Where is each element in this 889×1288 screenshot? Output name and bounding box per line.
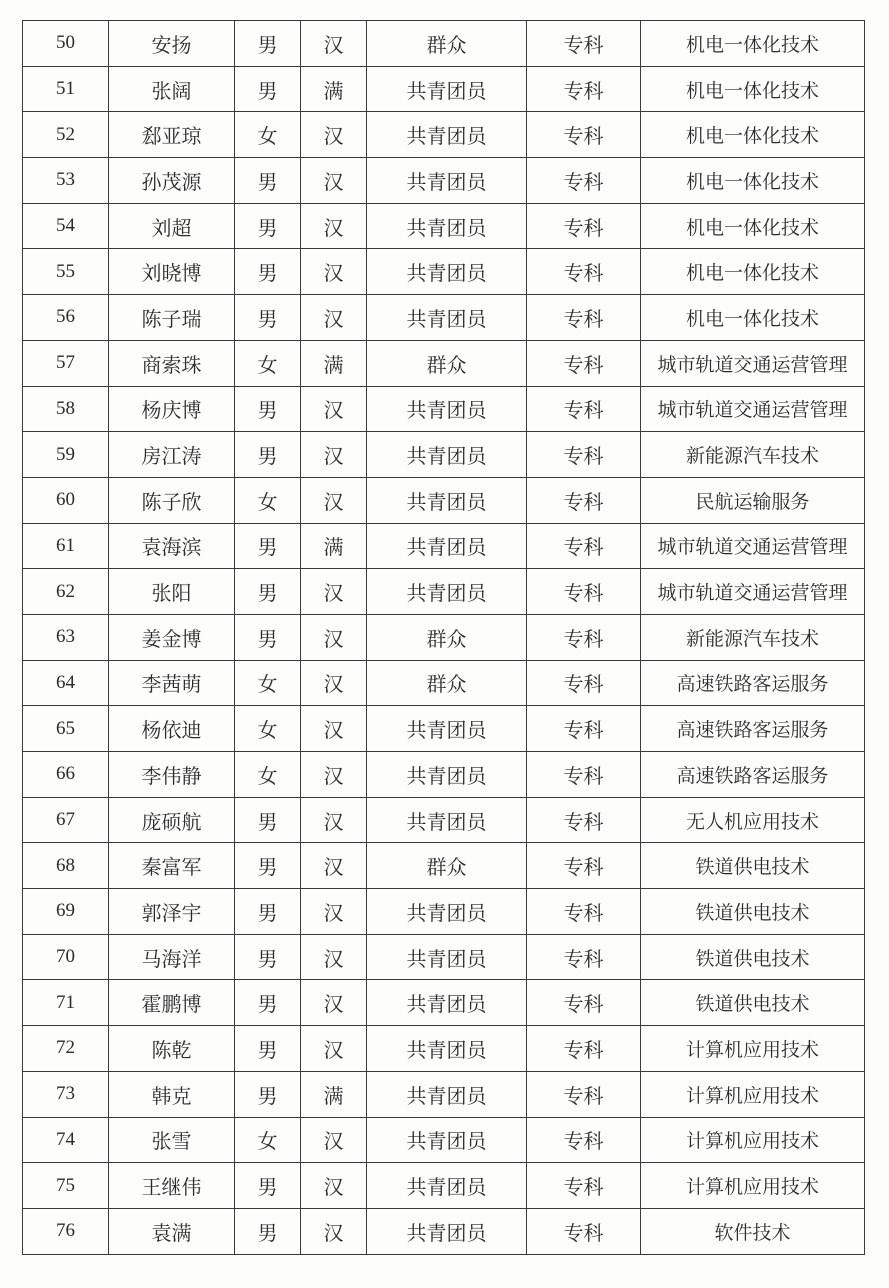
table-row	[23, 295, 865, 341]
table-row	[23, 203, 865, 249]
ethnicity-cell: 汉	[301, 477, 367, 523]
ethnicity-cell: 汉	[301, 889, 367, 935]
ethnicity-cell: 汉	[301, 980, 367, 1026]
major-cell: 计算机应用技术	[641, 1117, 865, 1163]
table-row	[23, 66, 865, 112]
row-number-cell: 58	[23, 386, 109, 432]
row-number-cell: 72	[23, 1026, 109, 1072]
gender-cell: 男	[235, 523, 301, 569]
major-cell: 机电一体化技术	[641, 21, 865, 67]
gender-cell: 男	[235, 1163, 301, 1209]
name-cell: 郭泽宇	[109, 889, 235, 935]
education-cell: 专科	[527, 432, 641, 478]
gender-cell: 男	[235, 843, 301, 889]
table-row	[23, 660, 865, 706]
ethnicity-cell: 汉	[301, 21, 367, 67]
table-row	[23, 432, 865, 478]
education-cell: 专科	[527, 660, 641, 706]
ethnicity-cell: 汉	[301, 1163, 367, 1209]
major-cell: 铁道供电技术	[641, 843, 865, 889]
political-status-cell: 共青团员	[367, 569, 527, 615]
table-row	[23, 112, 865, 158]
education-cell: 专科	[527, 1117, 641, 1163]
name-cell: 马海洋	[109, 934, 235, 980]
ethnicity-cell: 汉	[301, 295, 367, 341]
gender-cell: 女	[235, 340, 301, 386]
gender-cell: 男	[235, 1026, 301, 1072]
gender-cell: 女	[235, 660, 301, 706]
major-cell: 新能源汽车技术	[641, 432, 865, 478]
major-cell: 计算机应用技术	[641, 1163, 865, 1209]
table-row	[23, 249, 865, 295]
major-cell: 机电一体化技术	[641, 249, 865, 295]
row-number-cell: 66	[23, 752, 109, 798]
name-cell: 张阔	[109, 66, 235, 112]
major-cell: 高速铁路客运服务	[641, 660, 865, 706]
education-cell: 专科	[527, 797, 641, 843]
table-row	[23, 752, 865, 798]
political-status-cell: 共青团员	[367, 1117, 527, 1163]
name-cell: 陈子欣	[109, 477, 235, 523]
table-row	[23, 934, 865, 980]
major-cell: 新能源汽车技术	[641, 614, 865, 660]
ethnicity-cell: 汉	[301, 112, 367, 158]
row-number-cell: 63	[23, 614, 109, 660]
education-cell: 专科	[527, 569, 641, 615]
roster-table-body	[23, 21, 865, 1255]
gender-cell: 男	[235, 66, 301, 112]
gender-cell: 男	[235, 980, 301, 1026]
ethnicity-cell: 汉	[301, 752, 367, 798]
gender-cell: 男	[235, 249, 301, 295]
political-status-cell: 群众	[367, 340, 527, 386]
ethnicity-cell: 满	[301, 1071, 367, 1117]
major-cell: 铁道供电技术	[641, 889, 865, 935]
political-status-cell: 共青团员	[367, 797, 527, 843]
table-row	[23, 386, 865, 432]
political-status-cell: 群众	[367, 21, 527, 67]
gender-cell: 女	[235, 706, 301, 752]
ethnicity-cell: 汉	[301, 203, 367, 249]
gender-cell: 男	[235, 295, 301, 341]
ethnicity-cell: 汉	[301, 569, 367, 615]
row-number-cell: 73	[23, 1071, 109, 1117]
major-cell: 计算机应用技术	[641, 1026, 865, 1072]
education-cell: 专科	[527, 706, 641, 752]
major-cell: 城市轨道交通运营管理	[641, 569, 865, 615]
education-cell: 专科	[527, 66, 641, 112]
name-cell: 张阳	[109, 569, 235, 615]
political-status-cell: 群众	[367, 660, 527, 706]
political-status-cell: 共青团员	[367, 889, 527, 935]
political-status-cell: 共青团员	[367, 1026, 527, 1072]
education-cell: 专科	[527, 21, 641, 67]
table-row	[23, 523, 865, 569]
table-row	[23, 477, 865, 523]
education-cell: 专科	[527, 1026, 641, 1072]
major-cell: 城市轨道交通运营管理	[641, 386, 865, 432]
political-status-cell: 共青团员	[367, 432, 527, 478]
education-cell: 专科	[527, 203, 641, 249]
major-cell: 机电一体化技术	[641, 66, 865, 112]
ethnicity-cell: 汉	[301, 706, 367, 752]
education-cell: 专科	[527, 980, 641, 1026]
row-number-cell: 59	[23, 432, 109, 478]
table-row	[23, 569, 865, 615]
row-number-cell: 71	[23, 980, 109, 1026]
name-cell: 安扬	[109, 21, 235, 67]
ethnicity-cell: 汉	[301, 158, 367, 204]
education-cell: 专科	[527, 1208, 641, 1254]
row-number-cell: 53	[23, 158, 109, 204]
row-number-cell: 51	[23, 66, 109, 112]
education-cell: 专科	[527, 843, 641, 889]
education-cell: 专科	[527, 1071, 641, 1117]
ethnicity-cell: 汉	[301, 614, 367, 660]
ethnicity-cell: 满	[301, 340, 367, 386]
row-number-cell: 74	[23, 1117, 109, 1163]
major-cell: 无人机应用技术	[641, 797, 865, 843]
row-number-cell: 75	[23, 1163, 109, 1209]
name-cell: 陈子瑞	[109, 295, 235, 341]
ethnicity-cell: 汉	[301, 386, 367, 432]
political-status-cell: 共青团员	[367, 477, 527, 523]
table-row	[23, 980, 865, 1026]
major-cell: 城市轨道交通运营管理	[641, 340, 865, 386]
ethnicity-cell: 汉	[301, 797, 367, 843]
roster-table	[22, 20, 865, 1255]
name-cell: 杨依迪	[109, 706, 235, 752]
political-status-cell: 共青团员	[367, 752, 527, 798]
table-row	[23, 1117, 865, 1163]
name-cell: 霍鹏博	[109, 980, 235, 1026]
name-cell: 庞硕航	[109, 797, 235, 843]
ethnicity-cell: 汉	[301, 1026, 367, 1072]
major-cell: 高速铁路客运服务	[641, 706, 865, 752]
table-row	[23, 797, 865, 843]
name-cell: 商索珠	[109, 340, 235, 386]
gender-cell: 男	[235, 889, 301, 935]
gender-cell: 男	[235, 21, 301, 67]
table-row	[23, 1026, 865, 1072]
row-number-cell: 68	[23, 843, 109, 889]
ethnicity-cell: 汉	[301, 1208, 367, 1254]
table-row	[23, 158, 865, 204]
major-cell: 城市轨道交通运营管理	[641, 523, 865, 569]
ethnicity-cell: 汉	[301, 843, 367, 889]
table-row	[23, 1163, 865, 1209]
name-cell: 刘超	[109, 203, 235, 249]
major-cell: 铁道供电技术	[641, 934, 865, 980]
row-number-cell: 55	[23, 249, 109, 295]
political-status-cell: 共青团员	[367, 934, 527, 980]
political-status-cell: 共青团员	[367, 1163, 527, 1209]
education-cell: 专科	[527, 934, 641, 980]
name-cell: 秦富军	[109, 843, 235, 889]
education-cell: 专科	[527, 1163, 641, 1209]
table-row	[23, 21, 865, 67]
major-cell: 机电一体化技术	[641, 203, 865, 249]
row-number-cell: 52	[23, 112, 109, 158]
political-status-cell: 群众	[367, 843, 527, 889]
table-row	[23, 889, 865, 935]
row-number-cell: 61	[23, 523, 109, 569]
gender-cell: 女	[235, 112, 301, 158]
education-cell: 专科	[527, 752, 641, 798]
major-cell: 机电一体化技术	[641, 158, 865, 204]
political-status-cell: 共青团员	[367, 295, 527, 341]
row-number-cell: 57	[23, 340, 109, 386]
political-status-cell: 共青团员	[367, 706, 527, 752]
gender-cell: 男	[235, 569, 301, 615]
major-cell: 铁道供电技术	[641, 980, 865, 1026]
name-cell: 孙茂源	[109, 158, 235, 204]
table-row	[23, 1071, 865, 1117]
ethnicity-cell: 汉	[301, 432, 367, 478]
table-row	[23, 340, 865, 386]
education-cell: 专科	[527, 112, 641, 158]
political-status-cell: 共青团员	[367, 66, 527, 112]
row-number-cell: 65	[23, 706, 109, 752]
major-cell: 机电一体化技术	[641, 295, 865, 341]
gender-cell: 男	[235, 1071, 301, 1117]
name-cell: 刘晓博	[109, 249, 235, 295]
political-status-cell: 共青团员	[367, 112, 527, 158]
gender-cell: 女	[235, 1117, 301, 1163]
row-number-cell: 67	[23, 797, 109, 843]
name-cell: 李伟静	[109, 752, 235, 798]
table-row	[23, 706, 865, 752]
ethnicity-cell: 汉	[301, 660, 367, 706]
gender-cell: 男	[235, 797, 301, 843]
political-status-cell: 共青团员	[367, 203, 527, 249]
row-number-cell: 60	[23, 477, 109, 523]
name-cell: 杨庆博	[109, 386, 235, 432]
ethnicity-cell: 汉	[301, 1117, 367, 1163]
ethnicity-cell: 汉	[301, 249, 367, 295]
political-status-cell: 群众	[367, 614, 527, 660]
row-number-cell: 50	[23, 21, 109, 67]
gender-cell: 女	[235, 752, 301, 798]
gender-cell: 男	[235, 934, 301, 980]
row-number-cell: 76	[23, 1208, 109, 1254]
name-cell: 袁海滨	[109, 523, 235, 569]
education-cell: 专科	[527, 386, 641, 432]
name-cell: 李茜萌	[109, 660, 235, 706]
education-cell: 专科	[527, 340, 641, 386]
name-cell: 陈乾	[109, 1026, 235, 1072]
name-cell: 郄亚琼	[109, 112, 235, 158]
table-row	[23, 614, 865, 660]
row-number-cell: 64	[23, 660, 109, 706]
political-status-cell: 共青团员	[367, 1208, 527, 1254]
gender-cell: 男	[235, 158, 301, 204]
education-cell: 专科	[527, 249, 641, 295]
name-cell: 袁满	[109, 1208, 235, 1254]
row-number-cell: 70	[23, 934, 109, 980]
political-status-cell: 共青团员	[367, 158, 527, 204]
education-cell: 专科	[527, 295, 641, 341]
political-status-cell: 共青团员	[367, 249, 527, 295]
education-cell: 专科	[527, 523, 641, 569]
major-cell: 软件技术	[641, 1208, 865, 1254]
ethnicity-cell: 汉	[301, 934, 367, 980]
political-status-cell: 共青团员	[367, 1071, 527, 1117]
gender-cell: 男	[235, 432, 301, 478]
education-cell: 专科	[527, 614, 641, 660]
political-status-cell: 共青团员	[367, 386, 527, 432]
name-cell: 张雪	[109, 1117, 235, 1163]
name-cell: 房江涛	[109, 432, 235, 478]
ethnicity-cell: 满	[301, 66, 367, 112]
row-number-cell: 62	[23, 569, 109, 615]
education-cell: 专科	[527, 158, 641, 204]
row-number-cell: 56	[23, 295, 109, 341]
gender-cell: 男	[235, 386, 301, 432]
name-cell: 王继伟	[109, 1163, 235, 1209]
major-cell: 高速铁路客运服务	[641, 752, 865, 798]
gender-cell: 女	[235, 477, 301, 523]
table-row	[23, 1208, 865, 1254]
major-cell: 计算机应用技术	[641, 1071, 865, 1117]
political-status-cell: 共青团员	[367, 980, 527, 1026]
major-cell: 机电一体化技术	[641, 112, 865, 158]
name-cell: 韩克	[109, 1071, 235, 1117]
political-status-cell: 共青团员	[367, 523, 527, 569]
gender-cell: 男	[235, 1208, 301, 1254]
row-number-cell: 69	[23, 889, 109, 935]
name-cell: 姜金博	[109, 614, 235, 660]
ethnicity-cell: 满	[301, 523, 367, 569]
major-cell: 民航运输服务	[641, 477, 865, 523]
gender-cell: 男	[235, 203, 301, 249]
gender-cell: 男	[235, 614, 301, 660]
education-cell: 专科	[527, 477, 641, 523]
table-row	[23, 843, 865, 889]
education-cell: 专科	[527, 889, 641, 935]
row-number-cell: 54	[23, 203, 109, 249]
